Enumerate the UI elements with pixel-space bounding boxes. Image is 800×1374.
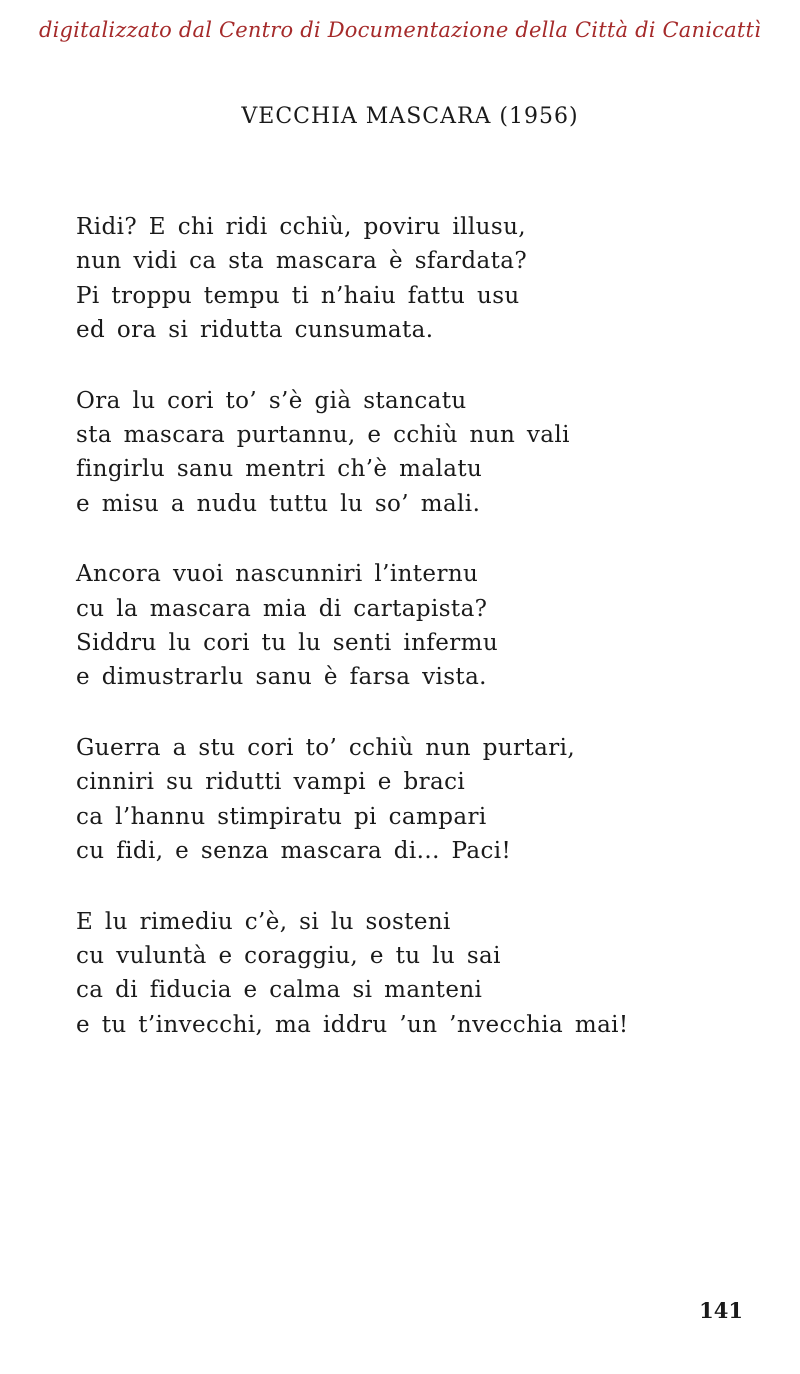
poem-line: nun vidi ca sta mascara è sfardata? bbox=[76, 248, 528, 275]
page-number: 141 bbox=[699, 1298, 743, 1323]
poem-line: cu fidi, e senza mascara di... Paci! bbox=[76, 838, 512, 865]
poem-line: sta mascara purtannu, e cchiù nun vali bbox=[76, 422, 570, 449]
poem-title: VECCHIA MASCARA (1956) bbox=[241, 104, 579, 129]
poem-line: cu vuluntà e coraggiu, e tu lu sai bbox=[76, 942, 501, 969]
stanza-1 bbox=[76, 210, 756, 348]
poem-line: Ancora vuoi nascunniri l’internu bbox=[76, 561, 479, 588]
stanza-3 bbox=[76, 557, 756, 695]
poem-line: Siddru lu cori tu lu senti infermu bbox=[76, 630, 499, 657]
poem-line: cinniri su ridutti vampi e braci bbox=[76, 769, 466, 796]
stanza-2 bbox=[76, 384, 756, 522]
poem-line: e tu t’invecchi, ma iddru ’un ’nvecchia mai! bbox=[76, 1011, 629, 1038]
poem-line: Ridi? E chi ridi cchiù, poviru illusu, bbox=[76, 214, 527, 240]
poem-line: Pi troppu tempu ti n’haiu fattu usu bbox=[76, 282, 520, 309]
poem-body bbox=[76, 210, 756, 1078]
poem-line: ca di fiducia e calma si manteni bbox=[76, 977, 483, 1004]
poem-line: cu la mascara mia di cartapista? bbox=[76, 595, 488, 622]
poem-line: Guerra a stu cori to’ cchiù nun purtari, bbox=[76, 734, 576, 761]
poem-line: e misu a nudu tuttu lu so’ mali. bbox=[76, 490, 481, 517]
poem-line: ed ora si ridutta cunsumata. bbox=[76, 317, 434, 344]
watermark-text: digitalizzato dal Centro di Documentazione della Città di Canicattì bbox=[38, 18, 762, 42]
stanza-5 bbox=[76, 905, 756, 1043]
poem-line: e dimustrarlu sanu è farsa vista. bbox=[76, 664, 487, 691]
poem-line: fingirlu sanu mentri ch’è malatu bbox=[76, 456, 483, 483]
poem-line: E lu rimediu c’è, si lu sosteni bbox=[76, 908, 451, 935]
poem-line: Ora lu cori to’ s’è già stancatu bbox=[76, 387, 467, 414]
stanza-4 bbox=[76, 731, 756, 869]
poem-line: ca l’hannu stimpiratu pi campari bbox=[76, 803, 487, 830]
